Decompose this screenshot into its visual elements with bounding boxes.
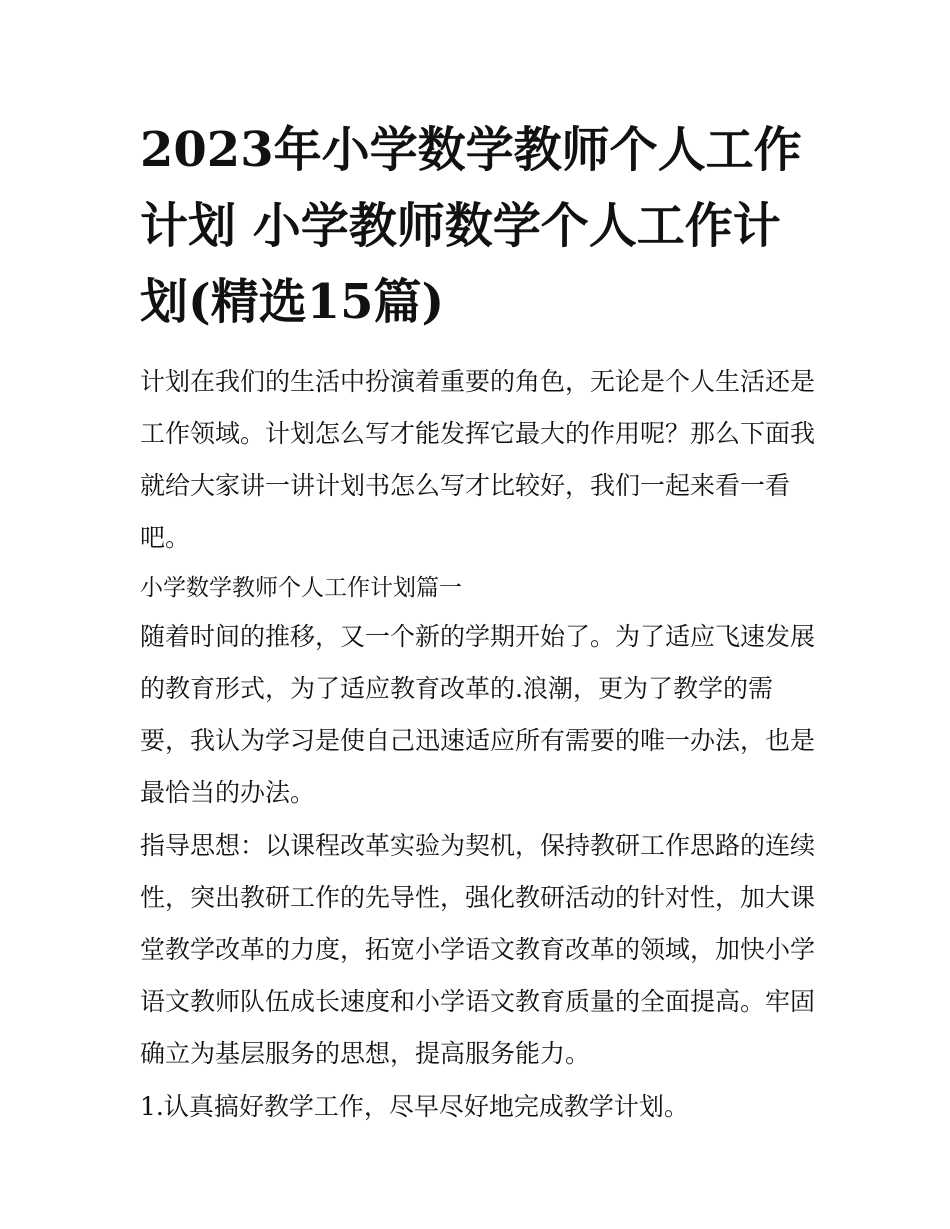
- list-item-1: 1.认真搞好教学工作，尽早尽好地完成教学计划。: [140, 1092, 689, 1121]
- intro-paragraph: 计划在我们的生活中扮演着重要的角色，无论是个人生活还是工作领域。计划怎么写才能发挥它最大的作用呢？那么下面我就给大家讲一讲计划书怎么写才比较好，我们一起来看一看吧。: [140, 367, 816, 552]
- document-page: [140, 112, 820, 1134]
- section-heading: 小学数学教师个人工作计划篇一: [140, 575, 462, 601]
- body-paragraph-1: 随着时间的推移，又一个新的学期开始了。为了适应飞速发展的教育形式，为了适应教育改革的.浪潮，更为了教学的需要，我认为学习是使自己迅速适应所有需要的唯一办法，也是最恰当的办法。: [140, 622, 816, 807]
- document-body: [140, 356, 820, 1133]
- document-title: 2023年小学数学教师个人工作计划 小学教师数学个人工作计划(精选15篇): [140, 122, 802, 330]
- guiding-thought-paragraph: 指导思想：以课程改革实验为契机，保持教研工作思路的连续性，突出教研工作的先导性，强化教研活动的针对性，加大课堂教学改革的力度，拓宽小学语文教育改革的领域，加快小学语文教师队伍成长速度和小学语文教育质量的全面提高。牢固确立为基层服务的思想，提高服务能力。: [140, 831, 816, 1068]
